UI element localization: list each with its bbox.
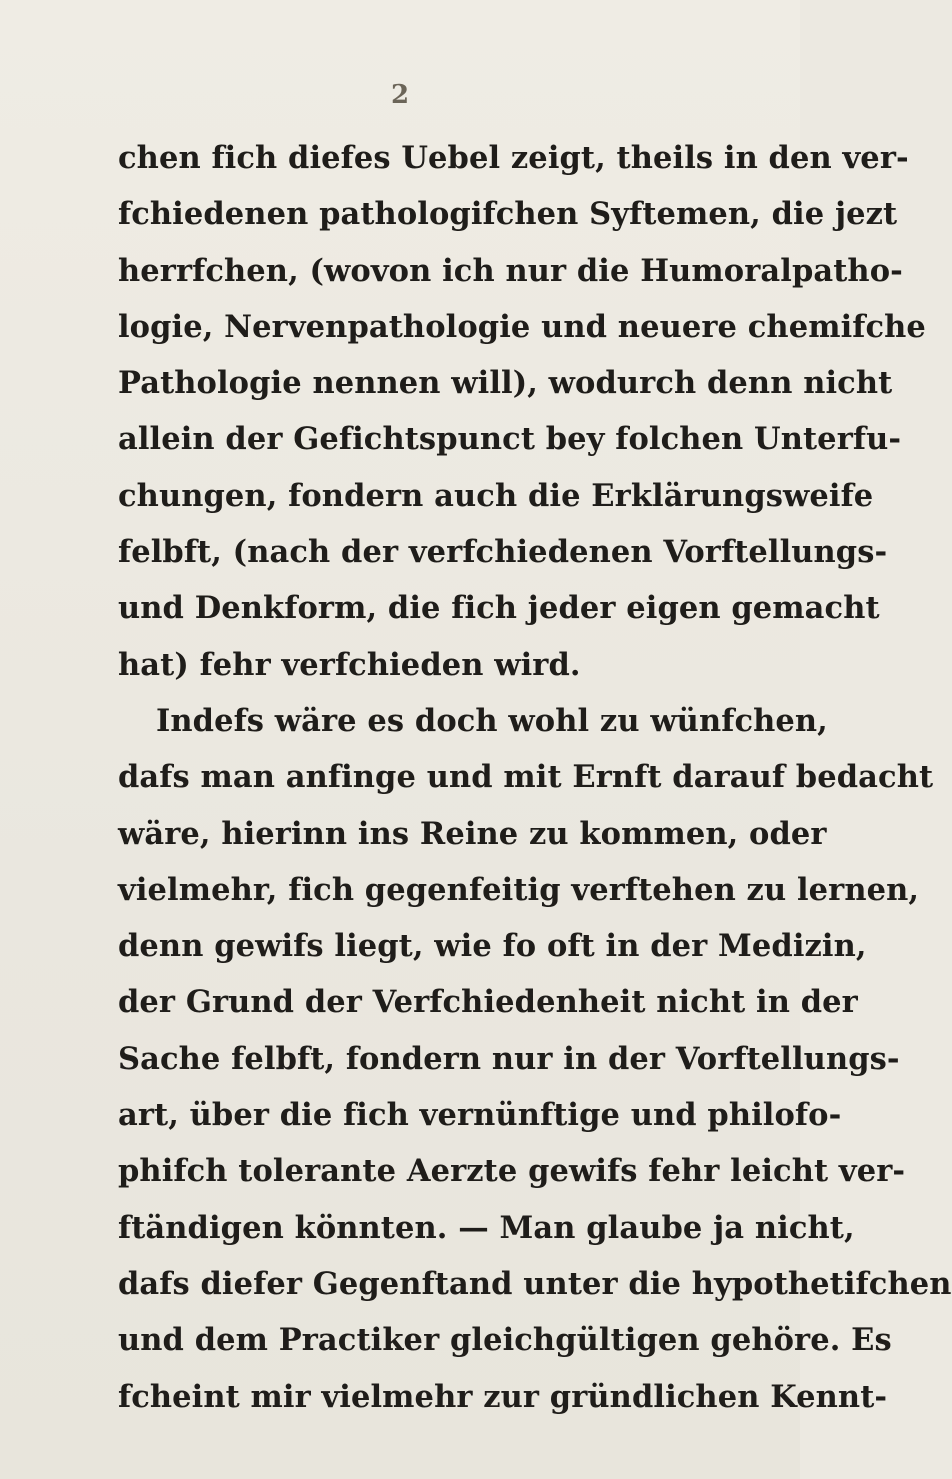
text-line: Sache felbft, fondern nur in der Vorftellungs-	[118, 1040, 900, 1077]
text-line: ftändigen könnten. — Man glaube ja nicht,	[118, 1209, 855, 1246]
text-line: der Grund der Verfchiedenheit nicht in der	[118, 984, 858, 1021]
text-line: Pathologie nennen will), wodurch denn nicht	[118, 365, 893, 402]
text-line: allein der Gefichtspunct bey folchen Unterfu-	[118, 421, 902, 458]
text-line: herrfchen, (wovon ich nur die Humoralpatho-	[118, 252, 903, 289]
text-line: und Denkform, die fich jeder eigen gemacht	[118, 590, 880, 627]
text-line: dafs man anfinge und mit Ernft darauf bedacht	[118, 759, 934, 796]
text-line-paragraph-start: Indefs wäre es doch wohl zu wünfchen,	[156, 702, 828, 739]
text-line: art, über die fich vernünftige und philofo-	[118, 1097, 842, 1134]
text-line: fchiedenen pathologifchen Syftemen, die jezt	[118, 196, 898, 233]
text-line: wäre, hierinn ins Reine zu kommen, oder	[118, 815, 827, 852]
text-line: und dem Practiker gleichgültigen gehöre. Es	[118, 1322, 892, 1359]
text-line: phifch tolerante Aerzte gewifs fehr leicht ver-	[118, 1153, 906, 1190]
text-line-paragraph-end: hat) fehr verfchieden wird.	[118, 646, 581, 683]
text-line: fcheint mir vielmehr zur gründlichen Kennt-	[118, 1378, 888, 1415]
body-text	[118, 130, 952, 1425]
text-line: felbft, (nach der verfchiedenen Vorftellungs-	[118, 534, 888, 571]
text-line: logie, Nervenpathologie und neuere chemifche	[118, 308, 926, 345]
text-line: vielmehr, fich gegenfeitig verftehen zu lernen,	[118, 871, 920, 908]
text-line: chen fich diefes Uebel zeigt, theils in den ver-	[118, 140, 909, 176]
text-line: chungen, fondern auch die Erklärungsweife	[118, 477, 874, 514]
text-line: denn gewifs liegt, wie fo oft in der Medizin,	[118, 928, 867, 965]
page-number: 2	[390, 80, 410, 110]
text-line: dafs diefer Gegenftand unter die hypothetifchen	[118, 1265, 952, 1302]
